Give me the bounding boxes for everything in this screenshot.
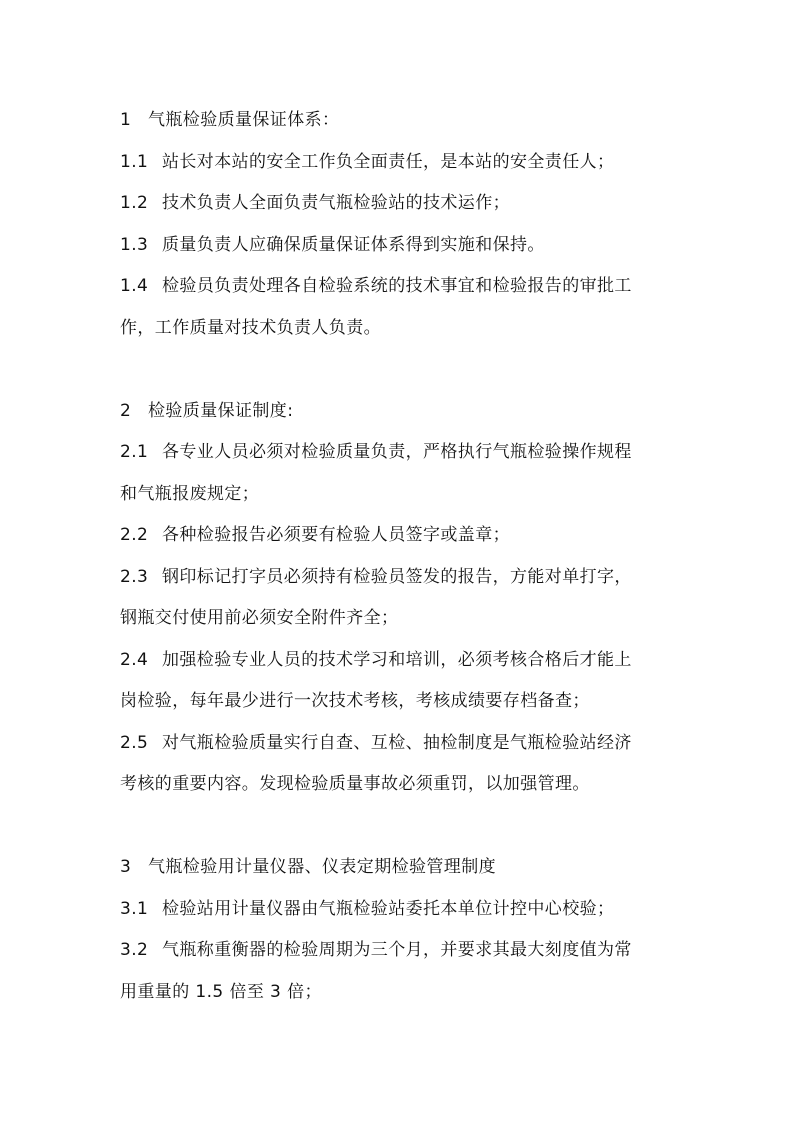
list-item [120,142,680,184]
item-number: 3.2 [120,940,149,960]
item-text: 质量负责人应确保质量保证体系得到实施和保持。 [162,234,545,255]
item-number: 2.4 [120,649,149,670]
item-text: 对气瓶检验质量实行自查、互检、抽检制度是气瓶检验站经济 [162,732,632,753]
list-item-continuation: 作，工作质量对技术负责人负责。 [120,317,381,338]
list-item [120,557,680,599]
section-title: 气瓶检验用计量仪器、仪表定期检验管理制度 [148,857,496,877]
list-item [120,515,680,557]
item-text: 各专业人员必须对检验质量负责，严格执行气瓶检验操作规程 [162,442,632,462]
section-heading [120,100,680,142]
list-item [120,640,680,682]
document-body [120,100,680,1013]
item-text: 气瓶称重衡器的检验周期为三个月，并要求其最大刻度值为常 [162,940,632,960]
section-number: 1 [120,110,132,130]
item-number: 1.4 [120,276,149,296]
list-item-continuation: 和气瓶报废规定； [120,483,260,504]
list-item [120,723,680,765]
section-number: 3 [120,857,132,877]
list-item-continuation: 考核的重要内容。发现检验质量事故必须重罚，以加强管理。 [120,774,590,794]
item-number: 1.2 [120,193,149,213]
item-number: 2.5 [120,732,149,753]
list-item [120,889,680,931]
list-item [120,930,680,972]
list-item [120,432,680,474]
section-gap [120,349,680,391]
section-gap [120,806,680,848]
list-item-continuation: 用重量的 1.5 倍至 3 倍； [120,981,322,1002]
item-text: 检验员负责处理各自检验系统的技术事宜和检验报告的审批工 [162,276,632,296]
list-item [120,183,680,225]
section-heading [120,391,680,433]
section-title: 气瓶检验质量保证体系： [148,110,340,130]
list-item [120,266,680,308]
item-text: 检验站用计量仪器由气瓶检验站委托本单位计控中心校验； [162,898,615,919]
list-item-continuation: 钢瓶交付使用前必须安全附件齐全； [120,608,399,628]
item-number: 1.3 [120,234,149,255]
item-number: 2.2 [120,525,149,545]
section-title: 检验质量保证制度: [148,400,294,421]
list-item-continuation: 岗检验，每年最少进行一次技术考核，考核成绩要存档备查； [120,691,590,711]
item-number: 3.1 [120,898,149,919]
item-text: 各种检验报告必须要有检验人员签字或盖章； [162,525,510,545]
section-heading [120,847,680,889]
item-text: 加强检验专业人员的技术学习和培训，必须考核合格后才能上 [162,649,632,670]
item-text: 站长对本站的安全工作负全面责任，是本站的安全责任人； [162,151,615,172]
item-text: 技术负责人全面负责气瓶检验站的技术运作； [162,193,510,213]
list-item [120,225,680,267]
item-number: 2.1 [120,442,149,462]
item-number: 2.3 [120,566,149,587]
item-number: 1.1 [120,151,149,172]
item-text: 钢印标记打字员必须持有检验员签发的报告，方能对单打字， [162,566,632,587]
section-number: 2 [120,400,132,421]
